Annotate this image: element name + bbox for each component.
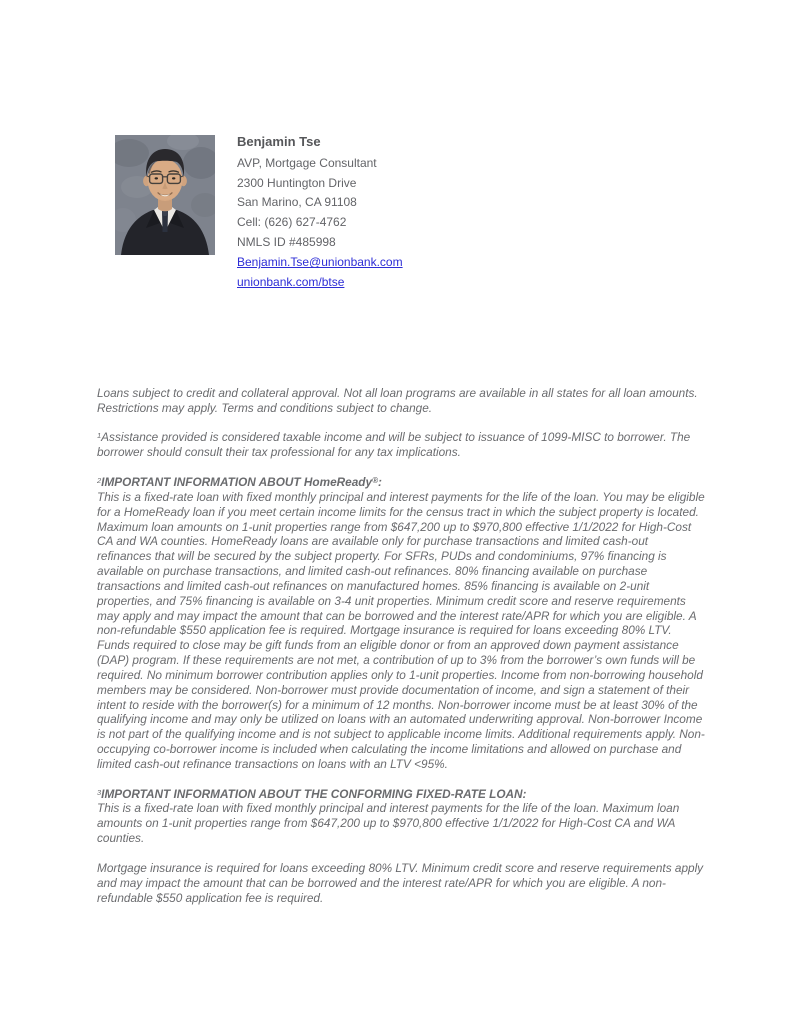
consultant-name: Benjamin Tse <box>237 134 321 149</box>
footnote-2-body: This is a fixed-rate loan with fixed monthly principal and interest payments for the life of the loan. You may be eligible for a HomeReady loan if you meet certain income limits for the census tract in which the subject property is located. Maximum loan amounts on 1-unit properties range from $647,200 up to $970,800 effective 1/1/2022 for High-Cost CA and WA counties. HomeReady loans are available only for purchase transactions and limited cash-out refinances that will be secured by the subject property. For SFRs, PUDs and condominiums, 97% financing is available on purchase transactions, and limited cash-out refinances. 80% financing available on purchase transactions and limited cash-out refinances on manufactured homes. 85% financing is available on 2-unit properties, and 75% financing is available on 3-4 unit properties. Minimum credit score and reserve requirements may apply and may impact the amount that can be borrowed and the interest rate/APR for which you are eligible. A non-refundable $550 application fee is required. Mortgage insurance is required for loans exceeding 80% LTV. Funds required to close may be gift funds from an eligible donor or from an approved down payment assistance (DAP) program. If these requirements are not met, a contribution of up to 3% from the borrower’s own funds will be required. No minimum borrower contribution applies only to 1-unit properties. Income from non-borrowing household members may be considered. Non-borrower must provide documentation of income, and sign a statement of their intent to reside with the borrower(s) for a minimum of 12 months. Non-borrower income must be at least 30% of the qualifying income and may only be utilized on loans with an automated underwriting approval. Non-borrower Income is not part of the qualifying income and is not subject to applicable income limits. Additional requirements apply. Non-occupying co-borrower income is included when calculating the income limitations and allowed on purchase and limited cash-out refinance transactions on loans with an LTV <95%. <box>97 489 705 771</box>
email-link[interactable]: Benjamin.Tse@unionbank.com <box>237 255 403 270</box>
footnote-2-heading: IMPORTANT INFORMATION ABOUT HomeReady <box>101 474 373 489</box>
footnote-3-body: This is a fixed-rate loan with fixed monthly principal and interest payments for the life of the loan. Maximum loan amounts on 1-unit properties range from $647,200 up to $970,800 effective 1/1/2022 for High-Cost CA and WA counties. <box>97 801 680 846</box>
footnote-2-superscript: 2 <box>97 475 102 485</box>
legal-disclosures <box>97 386 705 920</box>
footnote-2-paragraph <box>97 475 705 772</box>
cell-phone: Cell: (626) 627-4762 <box>237 215 347 230</box>
address-city: San Marino, CA 91108 <box>237 195 357 210</box>
contact-info <box>237 134 557 292</box>
footnote-1-superscript: 1 <box>97 431 102 441</box>
footnote-3-paragraph <box>97 787 705 846</box>
footnote-3-superscript: 3 <box>97 787 102 797</box>
general-disclaimer-paragraph <box>97 386 705 416</box>
closing-text: Mortgage insurance is required for loans exceeding 80% LTV. Minimum credit score and reserve requirements apply and may impact the amount that can be borrowed and the interest rate/APR for which you are eligible. A non-refundable $550 application fee is required. <box>97 860 704 905</box>
footnote-1-text: Assistance provided is considered taxable income and will be subject to issuance of 1099-MISC to borrower. The borrower should consult their tax professional for any tax implications. <box>97 430 691 460</box>
registered-trademark-symbol: ® <box>372 475 378 485</box>
consultant-photo <box>115 135 215 255</box>
portrait-illustration <box>115 135 215 255</box>
consultant-title: AVP, Mortgage Consultant <box>237 156 377 170</box>
footnote-2-heading-colon: : <box>377 474 382 489</box>
footnote-1-paragraph <box>97 430 705 460</box>
website-line <box>237 272 557 292</box>
footnote-3-heading: IMPORTANT INFORMATION ABOUT THE CONFORMING FIXED-RATE LOAN: <box>101 786 527 801</box>
closing-paragraph <box>97 861 705 906</box>
address-street: 2300 Huntington Drive <box>237 175 357 190</box>
website-link[interactable]: unionbank.com/btse <box>237 275 345 290</box>
general-disclaimer-text: Loans subject to credit and collateral approval. Not all loan programs are available in all states for all loan amounts. Restrictions may apply. Terms and conditions subject to change. <box>97 386 698 415</box>
nmls-id: NMLS ID #485998 <box>237 234 336 249</box>
email-line <box>237 252 557 272</box>
